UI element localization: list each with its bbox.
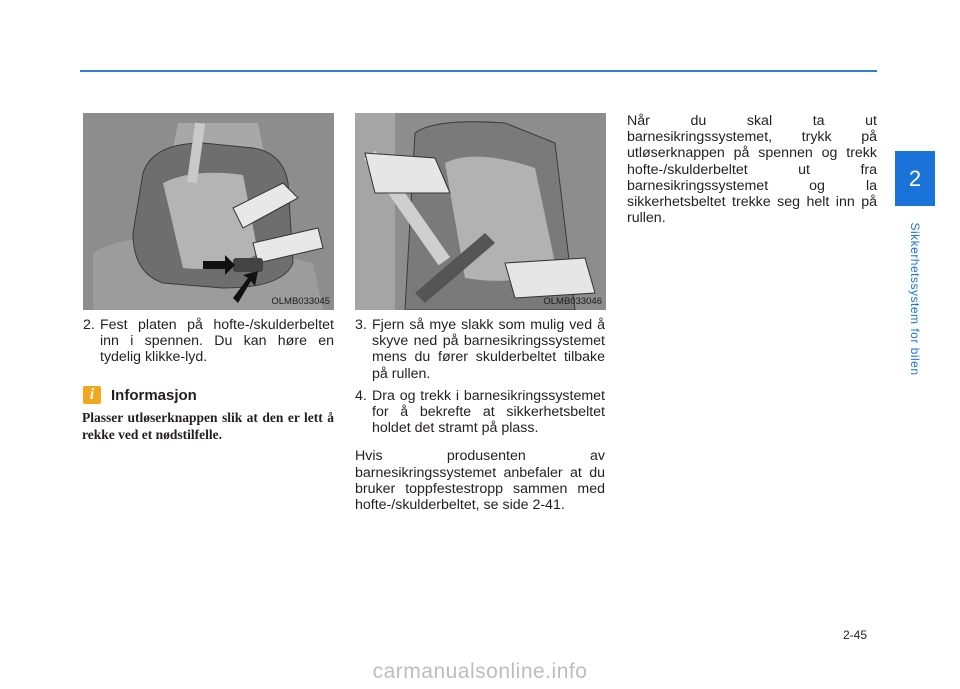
illustration-pull-belt	[355, 113, 606, 310]
chapter-tab[interactable]	[895, 151, 935, 206]
watermark: carmanualsonline.info	[372, 660, 588, 683]
step-text: Dra og trekk i barnesikringssystemet for å bekrefte at sikkerhetsbeltet holdet det stramt på plass.	[372, 387, 605, 437]
step-text: Fjern så mye slakk som mulig ved å skyve ned på barnesikringssystemet mens du fører skulderbeltet tilbake på rullen.	[372, 317, 605, 382]
step-4	[355, 388, 605, 437]
chapter-title-vertical	[905, 211, 925, 386]
illustration-child-seat-buckle	[83, 113, 334, 310]
right-column	[627, 113, 877, 226]
info-icon: i	[83, 386, 101, 404]
info-body: Plasser utløserknappen slik at den er lett å rekke ved et nødstilfelle.	[82, 410, 334, 442]
figure-buckle-insert	[83, 113, 334, 310]
step-number: 4.	[355, 387, 367, 404]
figure-remove-slack	[355, 113, 606, 310]
paragraph-removal: Når du skal ta ut barnesikringssystemet, trykk på utløserknappen på spennen og trekk hofte-/skulderbeltet ut fra barnesikringssystemet og la sikkerhetsbeltet trekke seg helt inn på rullen.	[627, 113, 877, 227]
info-heading	[83, 386, 197, 404]
middle-column	[355, 317, 605, 513]
step-3	[355, 317, 605, 382]
step-number: 2.	[83, 317, 95, 333]
step-2	[83, 317, 334, 366]
figure-code: OLMB033045	[271, 296, 330, 307]
figure-code: OLMB033046	[543, 296, 602, 307]
step-number: 3.	[355, 317, 367, 333]
left-column	[83, 317, 334, 372]
header-rule	[80, 70, 877, 72]
chapter-title: Sikkerhetssystem for bilen	[908, 221, 922, 376]
info-title: Informasjon	[111, 386, 197, 404]
paragraph-top-tether: Hvis produsenten av barnesikringssystemet anbefaler at du bruker toppfestestropp sammen med hofte-/skulderbeltet, se side 2-41.	[355, 448, 605, 514]
chapter-number: 2	[908, 166, 922, 191]
step-text: Fest platen på hofte-/skulderbeltet inn i spennen. Du kan høre en tydelig klikke-lyd.	[100, 317, 334, 366]
page-number: 2-45	[843, 628, 868, 642]
